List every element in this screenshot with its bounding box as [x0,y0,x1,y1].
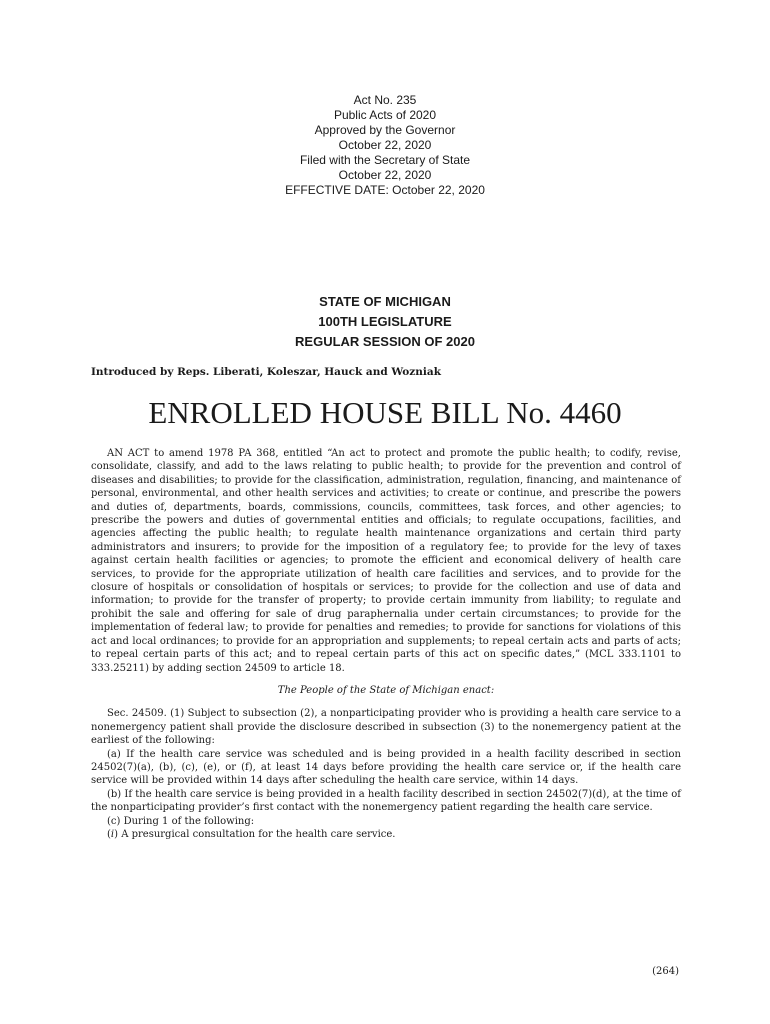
act-number: Act No. 235 [353,93,417,107]
act-header [0,93,770,198]
bill-body [91,447,681,841]
state-name: STATE OF MICHIGAN [319,294,451,309]
section-intro: Sec. 24509. (1) Subject to subsection (2), a nonparticipating provider who is providing a health care service to a nonemergency patient shall provide the disclosure described in subsection (3) to the nonemergency patient at the earliest of the following: [91,708,681,747]
approved-by: Approved by the Governor [314,123,456,137]
subsection-b: (b) If the health care service is being provided in a health facility described in section 24502(7)(d), at the time of the nonparticipating provider’s first contact with the nonemergency patient regarding the health care service. [91,788,681,814]
introduced-by: Introduced by Reps. Liberati, Koleszar, Hauck and Wozniak [91,366,441,378]
filed-with: Filed with the Secretary of State [299,153,471,167]
legislature-block [0,292,770,352]
page-title: ENROLLED HOUSE BILL No. 4460 [148,395,622,430]
subsection-a: (a) If the health care service was scheduled and is being provided in a health facility described in section 24502(7)(a), (b), (c), (e), or (f), at least 14 days before providing the health care service or, if the health care service will be provided within 14 days after scheduling the health care service, within 14 days. [91,748,681,787]
public-acts-year: Public Acts of 2020 [333,108,437,122]
act-paragraph: AN ACT to amend 1978 PA 368, entitled “An act to protect and promote the public health; to codify, revise, consolidate, classify, and add to the laws relating to public health; to provide for the prevention and control of diseases and disabilities; to provide for the classification, administration, regulation, financing, and maintenance of personal, environmental, and other health services and activities; to create or continue, and prescribe the powers and duties of, departments, boards, commissions, councils, committees, task forces, and other agencies; to prescribe the powers and duties of governmental entities and officials; to regulate occupations, facilities, and agencies affecting the public health; to regulate health maintenance organizations and certain third party administrators and insurers; to provide for the imposition of a regulatory fee; to provide for the levy of taxes against certain health facilities or agencies; to promote the efficient and economical delivery of health care services, to provide for the appropriate utilization of health care facilities and services, and to provide for the closure of hospitals or consolidation of hospitals or services; to provide for the collection and use of data and information; to provide for the transfer of property; to provide certain immunity from liability; to regulate and prohibit the sale and offering for sale of drug paraphernalia under certain circumstances; to provide for the implementation of federal law; to provide for penalties and remedies; to provide for sanctions for violations of this act and local ordinances; to provide for an appropriation and supplements; to repeal certain acts and parts of acts; to repeal certain parts of this act; and to repeal certain parts of this act on specific dates,” (MCL 333.1101 to 333.25211) by adding section 24509 to article 18. [91,448,681,674]
effective-date: EFFECTIVE DATE: October 22, 2020 [285,183,485,197]
subsection-c-i: (i) A presurgical consultation for the health care service. [107,828,396,840]
legislature-number: 100TH LEGISLATURE [318,314,452,329]
item-i-text: A presurgical consultation for the health care service. [121,828,396,840]
item-i-label: i [110,828,115,840]
session-name: REGULAR SESSION OF 2020 [295,334,475,349]
subsection-c: (c) During 1 of the following: [107,815,255,827]
approved-date: October 22, 2020 [338,138,432,152]
filed-date: October 22, 2020 [338,168,432,182]
page-number: (264) [652,966,679,977]
enacting-clause: The People of the State of Michigan enact: [277,684,495,696]
